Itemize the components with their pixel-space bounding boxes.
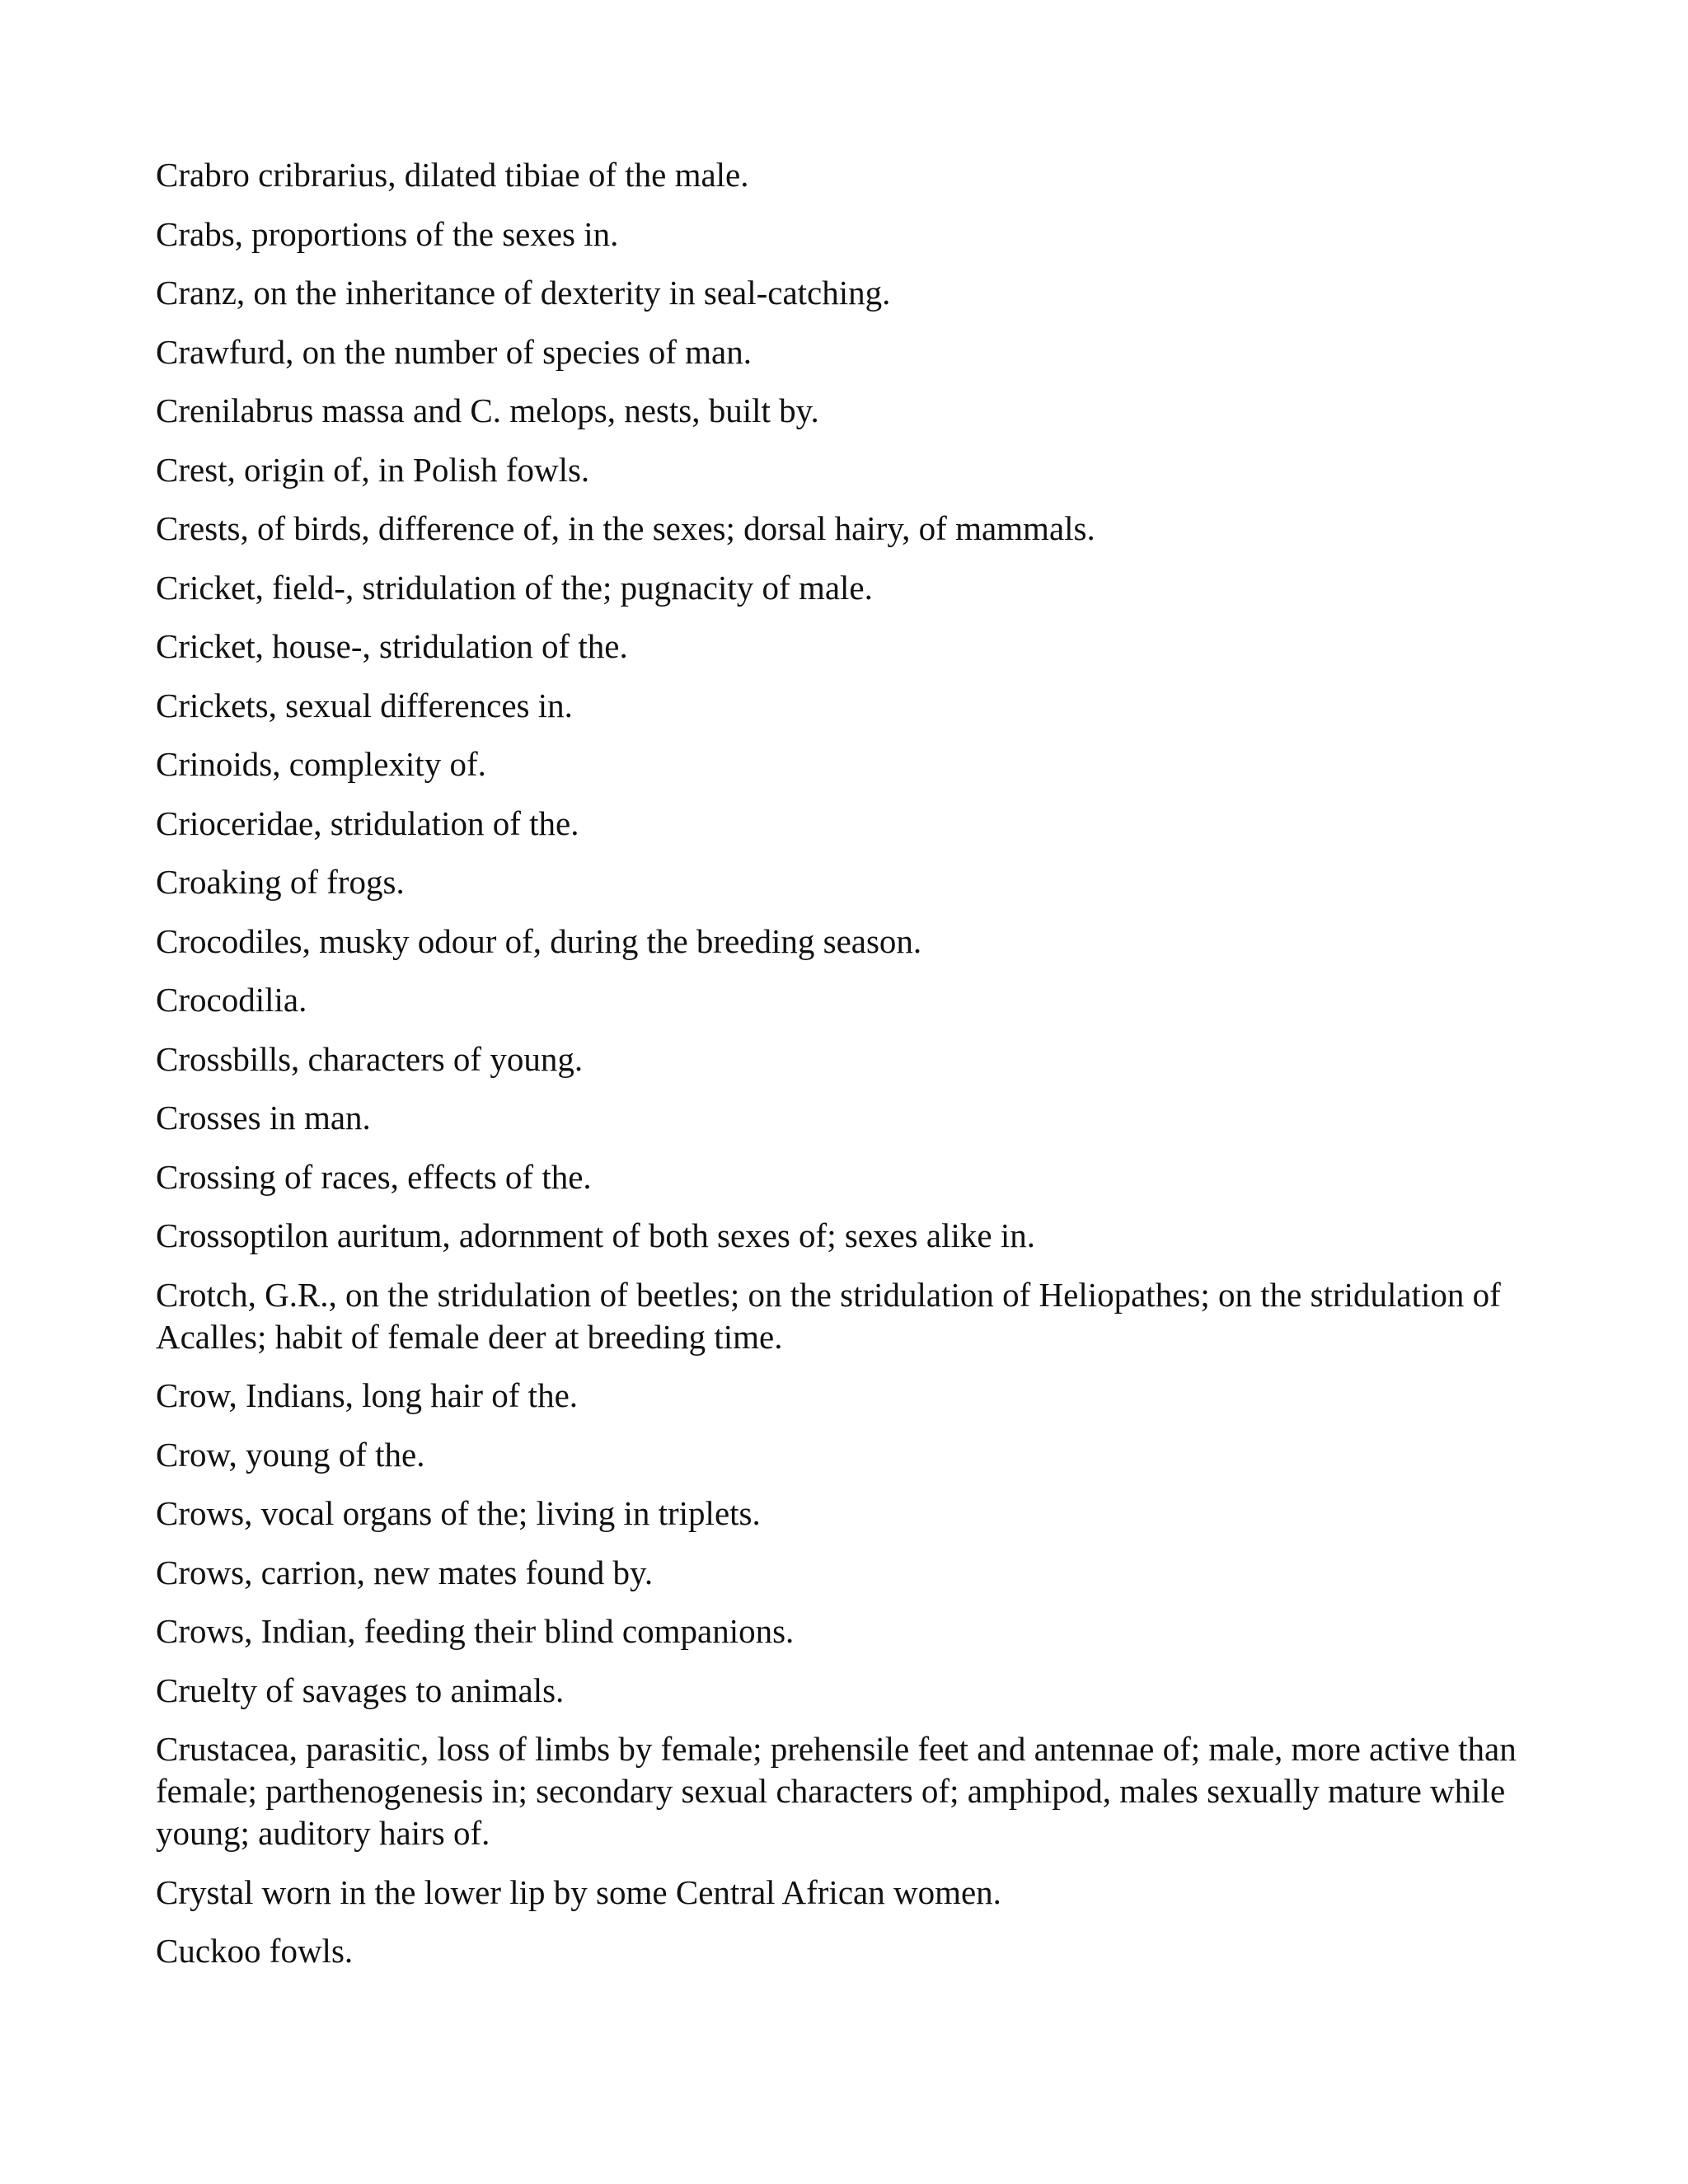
index-entry: Crabro cribrarius, dilated tibiae of the male. (156, 156, 749, 194)
index-entry: Cruelty of savages to animals. (156, 1671, 565, 1709)
index-entry-list (156, 154, 1589, 1972)
index-entry: Crow, young of the. (156, 1435, 425, 1474)
index-entry: Crinoids, complexity of. (156, 745, 486, 783)
index-entry: Crosses in man. (156, 1099, 371, 1137)
index-entry: Crows, carrion, new mates found by. (156, 1553, 654, 1591)
index-entry: Cuckoo fowls. (156, 1932, 354, 1970)
index-entry: Crow, Indians, long hair of the. (156, 1376, 579, 1414)
index-entry: Crotch, G.R., on the stridulation of beetles; on the stridulation of Heliopathes; on the stridulation of Acalles; habit of female deer at breeding time. (156, 1275, 1501, 1356)
index-entry: Crickets, sexual differences in. (156, 686, 573, 724)
index-entry: Crustacea, parasitic, loss of limbs by female; prehensile feet and antennae of; male, more active than female; parthenogenesis in; secondary sexual characters of; amphipod, males sexually mature while young; auditory hairs of. (156, 1730, 1517, 1852)
index-entry: Cricket, house-, stridulation of the. (156, 627, 628, 665)
index-entry: Crossbills, characters of young. (156, 1039, 584, 1078)
index-entry: Crocodiles, musky odour of, during the breeding season. (156, 921, 922, 960)
index-entry: Crossoptilon auritum, adornment of both sexes of; sexes alike in. (156, 1216, 1035, 1254)
index-entry: Crows, Indian, feeding their blind companions. (156, 1612, 795, 1650)
index-entry: Croaking of frogs. (156, 863, 405, 901)
index-entry: Crests, of birds, difference of, in the sexes; dorsal hairy, of mammals. (156, 509, 1095, 547)
index-entry: Cranz, on the inheritance of dexterity in seal-catching. (156, 274, 891, 312)
index-entry: Crawfurd, on the number of species of man. (156, 332, 752, 371)
index-entry: Crioceridae, stridulation of the. (156, 804, 579, 842)
index-entry: Crossing of races, effects of the. (156, 1157, 592, 1196)
index-entry: Crest, origin of, in Polish fowls. (156, 450, 590, 489)
index-entry: Crystal worn in the lower lip by some Central African women. (156, 1872, 1001, 1911)
index-entry: Crenilabrus massa and C. melops, nests, built by. (156, 391, 819, 429)
index-entry: Cricket, field-, stridulation of the; pugnacity of male. (156, 568, 873, 607)
index-entry: Crows, vocal organs of the; living in triplets. (156, 1494, 761, 1532)
index-entry: Crabs, proportions of the sexes in. (156, 214, 619, 253)
index-entry: Crocodilia. (156, 981, 307, 1019)
